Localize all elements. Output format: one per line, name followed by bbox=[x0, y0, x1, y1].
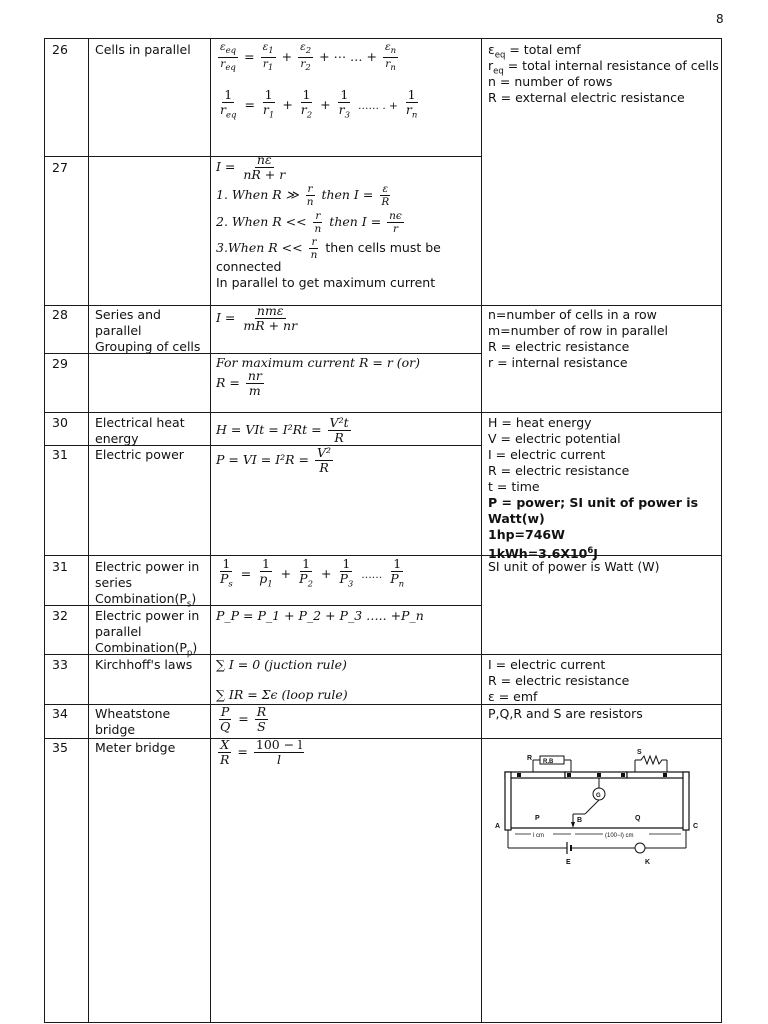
label-g: G bbox=[596, 793, 601, 799]
row-topic: $Combination(P_s)$ bbox=[95, 591, 197, 610]
formula-emf-parallel: $\varepsilon_{eq}$ $r_{eq}$ = $\frac{\varepsilon_1}{r_1}$ + $\frac{\varepsilon_2}{r_2}$ + ⋯ … + $\frac{\varepsilon_n}{r_n}$ bbox=[220, 41, 397, 74]
desc-line: t = time bbox=[488, 479, 540, 494]
resistor-s bbox=[635, 756, 667, 764]
formula-note: In parallel to get maximum current bbox=[216, 275, 436, 290]
formula-heat: H = VIt = I²Rt = $\frac{\text{V²t}}{R}$ bbox=[216, 415, 349, 445]
row-topic: Electric power bbox=[95, 447, 184, 462]
desc-line: R = electric resistance bbox=[488, 339, 630, 354]
row-topic: Kirchhoff's laws bbox=[95, 657, 193, 672]
row-topic: Cells in parallel bbox=[95, 42, 191, 57]
formula-resistance-parallel: 1 $r_{eq}$ = $\frac{1}{r_1}$ + $\frac{1}{r_2}$ + $\frac{1}{r_3}$ …… . + $\frac{1}{r_n}$ bbox=[220, 87, 418, 121]
col-divider-1 bbox=[88, 38, 89, 1023]
desc-line-bold: P = power; SI unit of power is bbox=[488, 495, 699, 510]
table-border-bottom bbox=[44, 1022, 722, 1023]
formula-mixed-grouping: I = nmε mR + nr bbox=[216, 303, 298, 333]
desc-line: $\varepsilon_{eq}$ = total emf bbox=[488, 42, 581, 61]
page-number: 8 bbox=[716, 12, 724, 26]
row-number: 30 bbox=[52, 415, 68, 430]
formula-current: I = $\frac{n\varepsilon}{nR + r}$ bbox=[216, 152, 286, 182]
row-divider bbox=[44, 704, 722, 705]
row-topic: series bbox=[95, 575, 133, 590]
terminal bbox=[597, 773, 601, 777]
desc-line: n = number of rows bbox=[488, 74, 613, 89]
label-b: B bbox=[577, 817, 583, 824]
row-number: 31 bbox=[52, 559, 68, 574]
formula-condition-2: 2. When R << $\frac{r}{n}$ then I = $\frac{n\epsilon}{r}$ bbox=[216, 210, 402, 235]
col-divider-2 bbox=[210, 38, 211, 1023]
desc-line-bold: 1hp=746W bbox=[488, 527, 565, 542]
formula-condition-1: 1. When R ≫ $\frac{r}{n}$ then I = $\frac{\varepsilon}{R}$ bbox=[216, 183, 390, 208]
desc-line: R = external electric resistance bbox=[488, 90, 685, 105]
row-topic: Electrical heat bbox=[95, 415, 185, 430]
meter-bridge-diagram bbox=[495, 748, 705, 873]
formula-condition-3: 3.When R << $\frac{r}{n}$ then cells must be bbox=[216, 236, 441, 261]
wire bbox=[585, 800, 599, 814]
desc-line: V = electric potential bbox=[488, 431, 621, 446]
desc-line: H = heat energy bbox=[488, 415, 592, 430]
row-topic: parallel bbox=[95, 323, 142, 338]
row-number: 33 bbox=[52, 657, 68, 672]
desc-line: R = electric resistance bbox=[488, 673, 630, 688]
formula-wheatstone: $\frac{P}{Q}$ = $\frac{R}{S}$ bbox=[220, 704, 267, 734]
row-topic: energy bbox=[95, 431, 139, 446]
formula-max-current: For maximum current R = r (or) bbox=[216, 355, 421, 370]
row-divider bbox=[44, 738, 722, 739]
desc-line: n=number of cells in a row bbox=[488, 307, 657, 322]
label-s: S bbox=[637, 749, 642, 756]
row-number: 29 bbox=[52, 356, 68, 371]
row-topic: Grouping of cells bbox=[95, 339, 201, 354]
col-divider-3 bbox=[481, 38, 482, 1023]
terminal bbox=[567, 773, 571, 777]
row-number: 31 bbox=[52, 447, 68, 462]
desc-line-bold: $1kWh=3.6X10^6J$ bbox=[488, 546, 598, 562]
row-topic: Electric power in bbox=[95, 559, 200, 574]
row-topic: parallel bbox=[95, 624, 142, 639]
table-border-left bbox=[44, 38, 45, 1023]
desc-line: $r_{eq}$ = total internal resistance of cells bbox=[488, 58, 719, 77]
row-topic: Series and bbox=[95, 307, 161, 322]
label-rb: R.B bbox=[543, 759, 554, 765]
row-divider bbox=[44, 412, 722, 413]
label-c: C bbox=[693, 823, 699, 830]
table-border-top bbox=[44, 38, 722, 39]
row-topic: Wheatstone bbox=[95, 706, 171, 721]
label-a: A bbox=[495, 823, 501, 830]
desc-line: R = electric resistance bbox=[488, 463, 630, 478]
label-k: K bbox=[645, 859, 651, 866]
desc-line: SI unit of power is Watt (W) bbox=[488, 559, 660, 574]
row-divider bbox=[44, 555, 722, 556]
row-number: 35 bbox=[52, 740, 68, 755]
right-strip-vertical bbox=[683, 772, 689, 830]
table-border-right bbox=[721, 38, 722, 1023]
formula-power: P = VI = I²R = $\frac{\text{V²}}{R}$ bbox=[216, 445, 332, 475]
row-divider bbox=[44, 305, 722, 306]
label-q: Q bbox=[635, 815, 641, 822]
row-topic: Electric power in bbox=[95, 608, 200, 623]
desc-line-bold: Watt(w) bbox=[488, 511, 545, 526]
desc-line: r = internal resistance bbox=[488, 355, 628, 370]
formula-loop-rule: ∑ IR = Σϵ (loop rule) bbox=[216, 687, 348, 702]
label-rest-cm: (100−l) cm bbox=[605, 833, 634, 839]
row-number: 28 bbox=[52, 307, 68, 322]
left-strip bbox=[505, 772, 565, 778]
left-strip-vertical bbox=[505, 772, 511, 830]
formula-series-power: $\frac{1}{P_s}$ = $\frac{1}{p_1}$ + $\frac{1}{P_2}$ + $\frac{1}{P_3}$ …… $\frac{1}{P_n}$ bbox=[220, 556, 405, 590]
label-r: R bbox=[527, 755, 533, 762]
label-l-cm: l cm bbox=[533, 833, 544, 839]
jockey-tip-icon bbox=[571, 822, 575, 828]
label-p: P bbox=[535, 815, 540, 822]
row-number: 26 bbox=[52, 42, 68, 57]
middle-strip bbox=[565, 772, 627, 778]
terminal bbox=[621, 773, 625, 777]
row-number: 27 bbox=[52, 160, 68, 175]
desc-line: I = electric current bbox=[488, 447, 606, 462]
desc-line: m=number of row in parallel bbox=[488, 323, 669, 338]
desc-line: I = electric current bbox=[488, 657, 606, 672]
desc-line: ε = emf bbox=[488, 689, 538, 704]
formula-note: connected bbox=[216, 259, 282, 274]
row-topic: Meter bridge bbox=[95, 740, 176, 755]
row-number: 34 bbox=[52, 706, 68, 721]
row-number: 32 bbox=[52, 608, 68, 623]
formula-parallel-power: P_P = P_1 + P_2 + P_3 ….. +P_n bbox=[216, 608, 424, 623]
formula-junction-rule: ∑ I = 0 (juction rule) bbox=[216, 657, 347, 672]
key-icon bbox=[635, 843, 645, 853]
formula-meter-bridge: $\frac{X}{R}$ = $\frac{100 - l}{l}$ bbox=[220, 737, 303, 767]
row-topic: $Combination(P_p)$ bbox=[95, 640, 198, 659]
terminal bbox=[517, 773, 521, 777]
right-strip bbox=[627, 772, 689, 778]
label-e: E bbox=[566, 859, 571, 866]
row-topic: bridge bbox=[95, 722, 136, 737]
terminal bbox=[663, 773, 667, 777]
desc-line: P,Q,R and S are resistors bbox=[488, 706, 643, 721]
formula-max-current-r: R = $\frac{nr}{m}$ bbox=[216, 368, 262, 398]
